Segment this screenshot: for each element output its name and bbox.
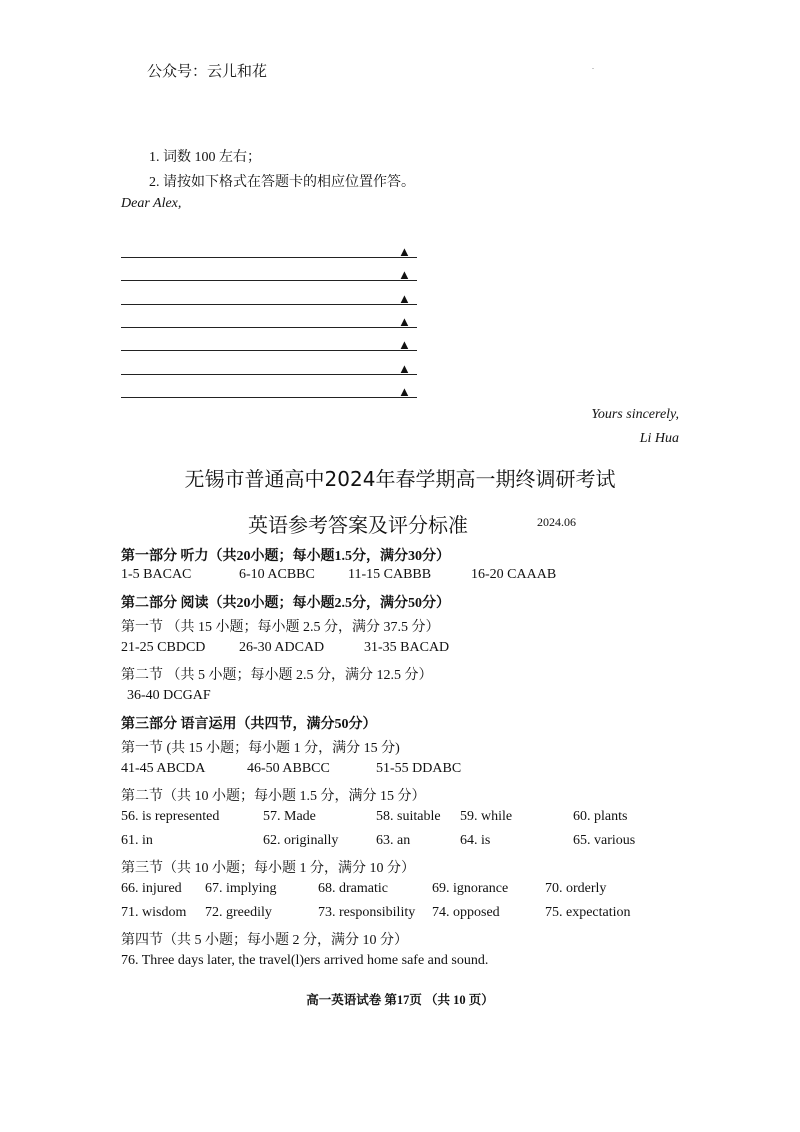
section-heading: 第二节 （共 5 小题；每小题 2.5 分，满分 12.5 分） — [121, 668, 433, 683]
answer-item: 59. while — [460, 809, 513, 824]
triangle-marker-icon: ▲ — [398, 314, 411, 329]
answer-group: 1-5 BACAC — [121, 567, 192, 582]
answer-item: 67. implying — [205, 881, 277, 896]
writing-line — [121, 327, 417, 328]
signature: Li Hua — [639, 431, 679, 446]
header-brand: 公众号：云儿和花 — [147, 62, 268, 80]
writing-line — [121, 397, 417, 398]
answer-group: 16-20 CAAAB — [471, 567, 557, 582]
section-heading: 第三节（共 10 小题；每小题 1 分，满分 10 分） — [121, 861, 415, 876]
answer-item: 63. an — [376, 833, 411, 848]
instruction-2: 2. 请按如下格式在答题卡的相应位置作答。 — [149, 175, 415, 190]
answer-sentence: 76. Three days later, the travel(l)ers arrived home safe and sound. — [121, 953, 489, 968]
answer-item: 66. injured — [121, 881, 182, 896]
writing-line — [121, 350, 417, 351]
answer-group: 6-10 ACBBC — [239, 567, 315, 582]
answer-group: 31-35 BACAD — [364, 640, 450, 655]
section-heading: 第一节 （共 15 小题；每小题 2.5 分，满分 37.5 分） — [121, 620, 440, 635]
answer-group: 51-55 DDABC — [376, 761, 462, 776]
greeting: Dear Alex, — [121, 196, 182, 211]
answer-item: 71. wisdom — [121, 905, 187, 920]
part3-heading: 第三部分 语言运用（共四节，满分50分） — [121, 717, 377, 732]
answer-item: 56. is represented — [121, 809, 220, 824]
answer-item: 64. is — [460, 833, 491, 848]
answer-group: 41-45 ABCDA — [121, 761, 206, 776]
writing-line — [121, 374, 417, 375]
answer-item: 75. expectation — [545, 905, 631, 920]
answer-item: 57. Made — [263, 809, 316, 824]
writing-line — [121, 280, 417, 281]
triangle-marker-icon: ▲ — [398, 291, 411, 306]
document-subtitle: 英语参考答案及评分标准 — [248, 513, 468, 537]
answer-item: 65. various — [573, 833, 636, 848]
triangle-marker-icon: ▲ — [398, 337, 411, 352]
answer-item: 69. ignorance — [432, 881, 509, 896]
page-footer: 高一英语试卷 第17页 （共 10 页） — [306, 993, 494, 1007]
answer-item: 72. greedily — [205, 905, 272, 920]
answer-item: 68. dramatic — [318, 881, 388, 896]
document-title: 无锡市普通高中2024年春学期高一期终调研考试 — [184, 467, 616, 491]
answer-group: 21-25 CBDCD — [121, 640, 206, 655]
triangle-marker-icon: ▲ — [398, 267, 411, 282]
answer-item: 73. responsibility — [318, 905, 416, 920]
answer-group: 11-15 CABBB — [348, 567, 432, 582]
writing-line — [121, 257, 417, 258]
triangle-marker-icon: ▲ — [398, 384, 411, 399]
part1-heading: 第一部分 听力（共20小题；每小题1.5分，满分30分） — [121, 549, 450, 564]
section-heading: 第二节（共 10 小题；每小题 1.5 分，满分 15 分） — [121, 789, 426, 804]
answer-group: 46-50 ABBCC — [247, 761, 330, 776]
document-date: 2024.06 — [537, 515, 576, 529]
part2-heading: 第二部分 阅读（共20小题；每小题2.5分，满分50分） — [121, 596, 450, 611]
instruction-1: 1. 词数 100 左右； — [149, 150, 261, 165]
section-heading: 第一节 (共 15 小题；每小题 1 分，满分 15 分) — [121, 741, 400, 756]
closing: Yours sincerely, — [591, 407, 679, 422]
answer-group: 26-30 ADCAD — [239, 640, 325, 655]
triangle-marker-icon: ▲ — [398, 361, 411, 376]
answer-item: 60. plants — [573, 809, 628, 824]
answer-group: 36-40 DCGAF — [127, 688, 211, 703]
answer-item: 74. opposed — [432, 905, 500, 920]
triangle-marker-icon: ▲ — [398, 244, 411, 259]
header-dot: . — [592, 62, 594, 71]
answer-item: 58. suitable — [376, 809, 441, 824]
writing-line — [121, 304, 417, 305]
section-heading: 第四节（共 5 小题；每小题 2 分，满分 10 分） — [121, 933, 408, 948]
answer-item: 61. in — [121, 833, 153, 848]
answer-item: 62. originally — [263, 833, 339, 848]
answer-item: 70. orderly — [545, 881, 607, 896]
